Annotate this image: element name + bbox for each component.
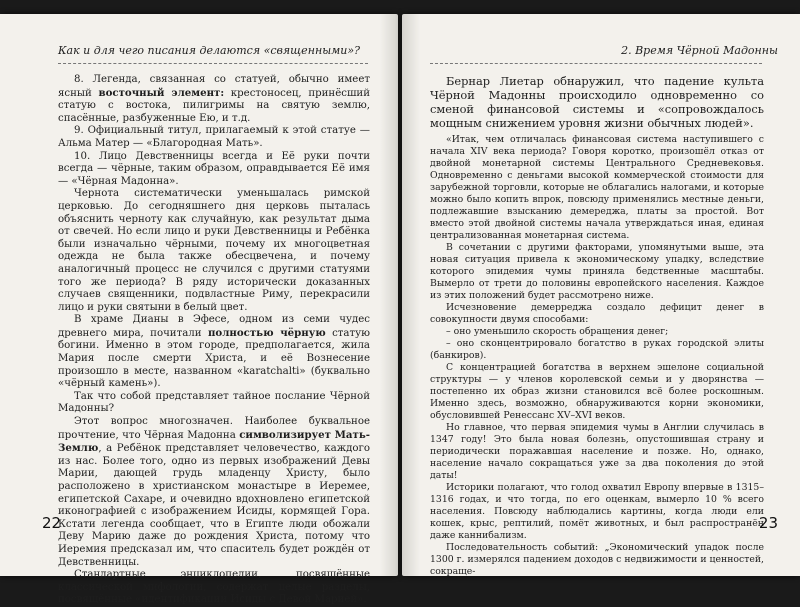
paragraph — [58, 569, 370, 607]
emphasis: восточный элемент: — [98, 86, 225, 99]
running-head: 2. Время Чёрной Мадонны — [621, 44, 778, 57]
right-page — [402, 14, 800, 576]
left-page — [0, 14, 398, 606]
gutter-shadow — [380, 14, 398, 576]
paragraph-text: Так что собой представляет тайное послание Чёрной Мадонны? — [58, 390, 370, 415]
emphasis: полностью чёрную — [207, 326, 326, 339]
paragraph — [58, 391, 370, 416]
paragraph: С концентрацией богатства в верхнем эшелоне социальной структуры — у членов королевской семьи и у дворянства — постепенно их образ жизни становился всё более роскошным. Именно здесь, возможно, обнаруживаются корни экономики, обусловившей Ренессанс XV–XVI веков. — [430, 362, 764, 421]
paragraph — [58, 416, 370, 569]
paragraph: – оно сконцентрировало богатство в руках городской элиты (банкиров). — [430, 338, 764, 361]
paragraph: – оно уменьшило скорость обращения денег; — [446, 326, 669, 337]
paragraph-text: статую богини. Именно в этом городе, предполагается, жила Мария после смерти Христа, и её Вознесение произошло в месте, названном «karatchalti» (буквально «чёрный камень»). — [58, 327, 370, 390]
paragraph-text: Стандартные энциклопедии, посвящённые классической мифологии, содержат целые разделы, посвящённые «идентификации Исиды с Девой Марией». — [58, 569, 370, 606]
paragraph: Но главное, что первая эпидемия чумы в Англии случилась в 1347 году! Это была новая болезнь, опустошившая страну и периодически поражавшая население и позже. Но, однако, население начало сокращаться уже за два поколения до этой даты! — [430, 422, 764, 481]
paragraph-text: 10. Лицо Девственницы всегда и Её руки почти всегда — чёрные, таким образом, оправдывается Её имя — «Чёрная Мадонна». — [58, 150, 370, 187]
paragraph-text: 9. Официальный титул, прилагаемый к этой статуе — Альма Матер — «Благородная Мать». — [58, 125, 370, 149]
paragraph-text: крестоносец, принёсший статую с востока, пилигримы на святую землю, спасённые, разбуженные Ею, и т.д. — [58, 87, 371, 124]
paragraph — [58, 151, 370, 189]
paragraph-text: Этот вопрос многозначен. Наиболее буквальное прочтение, что Чёрная Мадонна — [58, 416, 370, 441]
intro-paragraph: Бернар Лиетар обнаружил, что падение культа Чёрной Мадонны происходило одновременно со сменой финансовой системы и «сопровождалось мощным снижением уровня жизни обычных людей». — [430, 74, 764, 130]
page-number: 22 — [42, 514, 62, 532]
paragraph-text: , а Ребёнок представляет человечество, каждого из нас. Более того, одно из первых изображений Девы Марии, дающей грудь младенцу Христу, было расположено в христианском монастыре в Иеремее, египетской Сахаре, и очевидно вдохновлено египетской иконографией с изображением Исиды, кормящей Гора. Кстати легенда сообщает, что в Египте люди обожали Деву Марию даже до рождения Христа, потому что Иеремия предсказал им, что спаситель будет рождён от Девственницы. — [58, 443, 370, 568]
paragraph: Историки полагают, что голод охватил Европу впервые в 1315–1316 годах, и что тогда, по его оценкам, вымерло 10 % всего населения. Повсюду наблюдались картины, когда люди ели кошек, крыс, рептилий, помёт животных, и был распространён даже каннибализм. — [430, 482, 764, 541]
paragraph-text: Чернота систематически уменьшалась римской церковью. До сегодняшнего дня церковь пыталась объяснить черноту как случайную, как результат дыма от свечей. Но если лицо и руки Девственницы и Ребёнка были изначально чёрными, почему их многоцветная одежда не была также обесцвечена, и почему аналогичный процесс не случился с другими статуями того же периода? В ряду исторически доказанных случаев священники, подвластные Риму, перекрасили лицо и руки святыни в белый цвет. — [58, 188, 370, 313]
header-rule — [430, 63, 762, 64]
paragraph-text: В храме Дианы в Эфесе, одном из семи чудес древнего мира, почитали — [58, 314, 370, 339]
paragraph: Исчезновение демерреджа создало дефицит денег в совокупности двумя способами: — [430, 302, 764, 325]
body-text — [58, 74, 370, 607]
paragraph-text: 8. Легенда, связанная со статуей, обычно имеет ясный — [58, 74, 370, 99]
emphasis: символизирует Мать-Землю — [58, 428, 370, 455]
paragraph: В сочетании с другими факторами, упомянутыми выше, эта новая ситуация привела к экономическому упадку, вследствие которого эпидемия чумы приняла бедственные масштабы. Вымерло от трети до половины европейского населения. Каждое из этих положений будет рассмотрено ниже. — [430, 242, 764, 301]
page-number: 23 — [758, 514, 778, 532]
paragraph — [58, 74, 370, 125]
body-text — [430, 74, 764, 578]
paragraph — [58, 314, 370, 391]
running-head: Как и для чего писания делаются «священными»? — [58, 44, 360, 57]
paragraph — [58, 125, 370, 150]
paragraph: «Итак, чем отличалась финансовая система наступившего с начала XIV века периода? Говоря коротко, произошёл отказ от двойной монетарной системы Центрального Средневековья. Одновременно с деньгами высокой коммерческой стоимости для зарубежной торговли, которые не облагались налогами, и которые можно было копить впрок, повсюду применялись местные деньги, подлежавшие взысканию демереджа, платы за простой. Вот вместо этой двойной системы начала утверждаться иная, единая централизованная монетарная система. — [430, 134, 764, 241]
gutter-shadow — [402, 14, 420, 576]
paragraph — [58, 188, 370, 314]
paragraph: Последовательность событий: „Экономический упадок после 1300 г. измерялся падением доходов с недвижимости и ценностей, сокраще- — [430, 542, 764, 577]
header-rule — [58, 63, 368, 64]
